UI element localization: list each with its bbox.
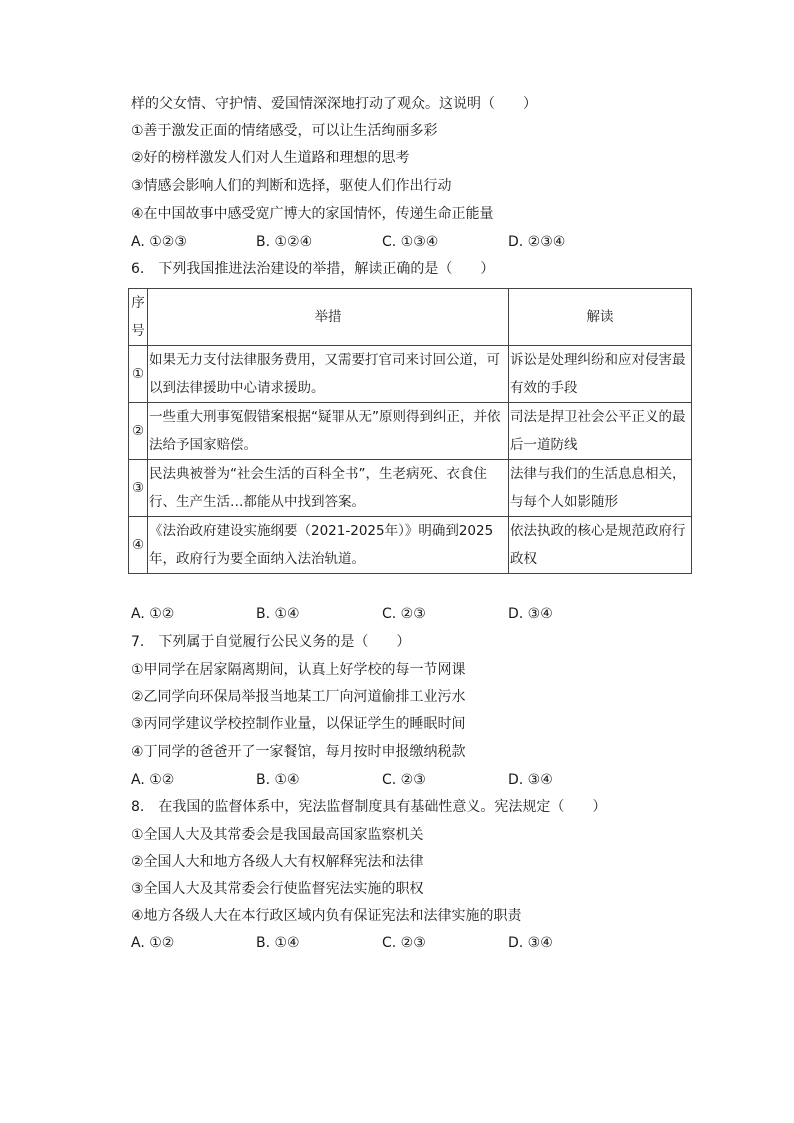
- q6-row-3-index: ③: [129, 460, 148, 517]
- q8-option-b: B. ①④: [256, 935, 300, 951]
- q8-option-c: C. ②③: [382, 935, 426, 951]
- q6-row-1-measure: 如果无力支付法律服务费用，又需要打官司来讨回公道，可以到法律援助中心请求援助。: [149, 352, 500, 396]
- table-row: [129, 403, 692, 460]
- q5-item-3: ③情感会影响人们的判断和选择，驱使人们作出行动: [131, 178, 452, 194]
- q8-option-d: D. ③④: [508, 935, 553, 951]
- q6-table-header-row: [129, 289, 692, 346]
- q7-item-4: ④丁同学的爸爸开了一家餐馆，每月按时申报缴纳税款: [131, 744, 466, 760]
- q7-options: [131, 770, 691, 790]
- q6-table: [128, 288, 692, 574]
- table-row: [129, 346, 692, 403]
- q5-stem-end: 样的父女情、守护情、爱国情深深地打动了观众。这说明（ ）: [131, 96, 537, 112]
- q6-row-4-measure: 《法治政府建设实施纲要（2021-2025年）》明确到2025年，政府行为要全面纳入法治轨道。: [149, 523, 494, 567]
- q6-header-measure: 举措: [148, 289, 509, 346]
- q7-item-1: ①甲同学在居家隔离期间，认真上好学校的每一节网课: [131, 662, 466, 678]
- q6-row-1-index: ①: [129, 346, 148, 403]
- q6-header-interpretation: 解读: [509, 289, 692, 346]
- q6-row-1-interpretation: 诉讼是处理纠纷和应对侵害最有效的手段: [510, 352, 686, 396]
- q7-item-3: ③丙同学建议学校控制作业量，以保证学生的睡眠时间: [131, 716, 466, 732]
- q5-item-1: ①善于激发正面的情绪感受，可以让生活绚丽多彩: [131, 123, 438, 139]
- q6-option-a: A. ①②: [131, 606, 175, 622]
- q6-row-4-interpretation: 依法执政的核心是规范政府行政权: [510, 523, 686, 567]
- q7-option-d: D. ③④: [508, 772, 553, 788]
- q6-option-d: D. ③④: [508, 606, 553, 622]
- q8-stem: 8. 在我国的监督体系中，宪法监督制度具有基础性意义。宪法规定（ ）: [131, 799, 607, 815]
- q6-row-3-measure: 民法典被誉为“社会生活的百科全书”，生老病死、衣食住行、生产生活…都能从中找到答案。: [149, 466, 487, 510]
- q5-option-d: D. ②③④: [508, 234, 566, 250]
- q8-options: [131, 933, 691, 953]
- q7-option-a: A. ①②: [131, 772, 175, 788]
- q6-option-c: C. ②③: [382, 606, 426, 622]
- q7-item-2: ②乙同学向环保局举报当地某工厂向河道偷排工业污水: [131, 689, 466, 705]
- q5-item-4: ④在中国故事中感受宽广博大的家国情怀，传递生命正能量: [131, 206, 494, 222]
- q6-options: [131, 604, 691, 624]
- q5-option-c: C. ①③④: [382, 234, 439, 250]
- table-row: [129, 460, 692, 517]
- table-row: [129, 517, 692, 574]
- q8-item-2: ②全国人大和地方各级人大有权解释宪法和法律: [131, 854, 424, 870]
- q6-stem: 6. 下列我国推进法治建设的举措，解读正确的是（ ）: [131, 261, 495, 277]
- q6-header-index: 序号: [129, 289, 148, 346]
- q8-item-1: ①全国人大及其常委会是我国最高国家监察机关: [131, 827, 424, 843]
- q8-option-a: A. ①②: [131, 935, 175, 951]
- q8-item-3: ③全国人大及其常委会行使监督宪法实施的职权: [131, 881, 424, 897]
- q6-row-2-interpretation: 司法是捍卫社会公平正义的最后一道防线: [510, 409, 686, 453]
- q7-option-c: C. ②③: [382, 772, 426, 788]
- q5-item-2: ②好的榜样激发人们对人生道路和理想的思考: [131, 150, 410, 166]
- q6-row-4-index: ④: [129, 517, 148, 574]
- q6-row-3-interpretation: 法律与我们的生活息息相关，与每个人如影随形: [510, 466, 686, 510]
- q5-option-a: A. ①②③: [131, 234, 187, 250]
- q5-option-b: B. ①②④: [256, 234, 313, 250]
- q6-row-2-index: ②: [129, 403, 148, 460]
- q7-stem: 7. 下列属于自觉履行公民义务的是（ ）: [131, 634, 411, 650]
- q8-item-4: ④地方各级人大在本行政区域内负有保证宪法和法律实施的职责: [131, 908, 522, 924]
- q7-option-b: B. ①④: [256, 772, 300, 788]
- q6-row-2-measure: 一些重大刑事冤假错案根据“疑罪从无”原则得到纠正，并依法给予国家赔偿。: [149, 409, 501, 453]
- q5-options: [131, 232, 691, 252]
- q6-option-b: B. ①④: [256, 606, 300, 622]
